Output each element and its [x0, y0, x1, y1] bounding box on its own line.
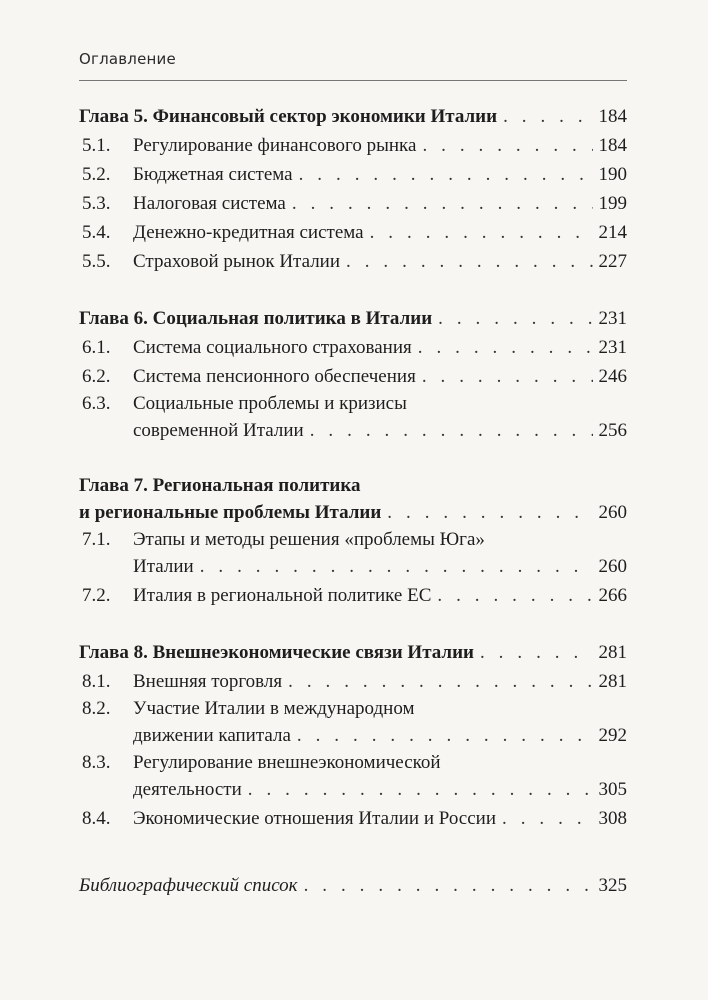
- chapter-heading: [79, 498, 627, 527]
- page-number: 231: [598, 308, 627, 329]
- section-title-line1: Социальные проблемы и кризисы: [133, 393, 407, 414]
- toc-entry-8-2[interactable]: [79, 696, 627, 750]
- leader-dots: [288, 667, 592, 696]
- chapter-gap: [79, 276, 627, 304]
- toc-entry-5-4[interactable]: [79, 218, 627, 247]
- leader-dots: [370, 218, 593, 247]
- section-title: Система пенсионного обеспечения: [133, 366, 416, 387]
- toc-entry-7-2[interactable]: [79, 581, 627, 610]
- leader-dots: [346, 247, 592, 276]
- toc-entry-6-1[interactable]: [79, 333, 627, 362]
- page-number: 292: [598, 725, 627, 746]
- bibliography-title: Библиографический список: [79, 875, 298, 896]
- page-number: 256: [598, 420, 627, 441]
- section-number: 5.5.: [82, 251, 111, 272]
- toc-entry-last-line: [79, 416, 627, 445]
- chapter-title-line1: Глава 7. Региональная политика: [79, 475, 361, 496]
- header-rule: [79, 80, 627, 81]
- chapter-title: Глава 6. Социальная политика в Италии: [79, 308, 433, 329]
- section-title: Бюджетная система: [133, 164, 293, 185]
- chapter-gap: [79, 445, 627, 473]
- section-number: 8.3.: [82, 752, 111, 773]
- section-number: 5.3.: [82, 193, 111, 214]
- chapter-heading[interactable]: [79, 638, 627, 667]
- toc-entry-5-3[interactable]: [79, 189, 627, 218]
- page-number: 214: [598, 222, 627, 243]
- page-number: 281: [598, 642, 627, 663]
- toc-entry-5-1[interactable]: [79, 131, 627, 160]
- section-title: деятельности: [133, 779, 242, 800]
- section-number: 6.1.: [82, 337, 111, 358]
- section-number: 8.2.: [82, 698, 111, 719]
- page-number: 260: [598, 502, 627, 523]
- chapter-title: Глава 5. Финансовый сектор экономики Италии: [79, 106, 498, 127]
- section-title: движении капитала: [133, 725, 291, 746]
- chapter-6: [79, 304, 627, 333]
- page-number: 246: [598, 366, 627, 387]
- leader-dots: [480, 638, 593, 667]
- leader-dots: [292, 189, 593, 218]
- leader-dots: [387, 498, 592, 527]
- page-number: 260: [598, 556, 627, 577]
- toc-entry-5-2[interactable]: [79, 160, 627, 189]
- section-title: Экономические отношения Италии и России: [133, 808, 497, 829]
- toc-entry-last-line: [79, 721, 627, 750]
- page-number: 231: [598, 337, 627, 358]
- section-number: 8.4.: [82, 808, 111, 829]
- toc-entry-first-line: [79, 527, 627, 552]
- table-of-contents: [79, 102, 627, 900]
- section-title-line1: Участие Италии в международном: [133, 698, 415, 719]
- chapter-gap: [79, 833, 627, 871]
- page-number: 325: [598, 875, 627, 896]
- leader-dots: [200, 552, 593, 581]
- section-title: Система социального страхования: [133, 337, 412, 358]
- toc-entry-last-line: [79, 552, 627, 581]
- section-number: 5.2.: [82, 164, 111, 185]
- leader-dots: [502, 804, 592, 833]
- page-number: 308: [598, 808, 627, 829]
- toc-entry-8-1[interactable]: [79, 667, 627, 696]
- leader-dots: [297, 721, 593, 750]
- leader-dots: [418, 333, 593, 362]
- chapter-5: [79, 102, 627, 131]
- page-number: 266: [598, 585, 627, 606]
- chapter-7[interactable]: [79, 473, 627, 527]
- section-title-line1: Регулирование внешнеэкономической: [133, 752, 441, 773]
- section-number: 7.2.: [82, 585, 111, 606]
- leader-dots: [304, 871, 593, 900]
- section-title: Италия в региональной политике ЕС: [133, 585, 432, 606]
- page-number: 227: [598, 251, 627, 272]
- running-head: Оглавление: [79, 50, 176, 68]
- section-title: Налоговая система: [133, 193, 286, 214]
- chapter-title: Глава 8. Внешнеэкономические связи Италии: [79, 642, 474, 663]
- toc-entry-6-2[interactable]: [79, 362, 627, 391]
- section-number: 6.3.: [82, 393, 111, 414]
- leader-dots: [248, 775, 593, 804]
- chapter-8: [79, 638, 627, 667]
- section-title: Регулирование финансового рынка: [133, 135, 417, 156]
- section-title: Внешняя торговля: [133, 671, 283, 692]
- toc-entry-7-1[interactable]: [79, 527, 627, 581]
- toc-entry-first-line: [79, 750, 627, 775]
- section-number: 5.4.: [82, 222, 111, 243]
- section-title-line1: Этапы и методы решения «проблемы Юга»: [133, 529, 485, 550]
- section-number: 7.1.: [82, 529, 111, 550]
- leader-dots: [437, 581, 592, 610]
- section-title: Денежно-кредитная система: [133, 222, 364, 243]
- section-number: 8.1.: [82, 671, 111, 692]
- toc-entry-bibliography[interactable]: [79, 871, 627, 900]
- leader-dots: [310, 416, 593, 445]
- page-number: 305: [598, 779, 627, 800]
- page-number: 190: [598, 164, 627, 185]
- toc-entry-first-line: [79, 696, 627, 721]
- leader-dots: [503, 102, 592, 131]
- chapter-gap: [79, 610, 627, 638]
- toc-entry-8-3[interactable]: [79, 750, 627, 804]
- toc-entry-last-line: [79, 775, 627, 804]
- section-title: современной Италии: [133, 420, 304, 441]
- chapter-heading[interactable]: [79, 102, 627, 131]
- chapter-heading[interactable]: [79, 304, 627, 333]
- leader-dots: [299, 160, 593, 189]
- leader-dots: [438, 304, 592, 333]
- page-number: 184: [598, 106, 627, 127]
- section-number: 5.1.: [82, 135, 111, 156]
- chapter-title: и региональные проблемы Италии: [79, 502, 382, 523]
- page-number: 184: [598, 135, 627, 156]
- page-number: 199: [598, 193, 627, 214]
- section-title: Страховой рынок Италии: [133, 251, 341, 272]
- leader-dots: [422, 362, 593, 391]
- section-title: Италии: [133, 556, 194, 577]
- toc-entry-first-line: [79, 391, 627, 416]
- leader-dots: [422, 131, 592, 160]
- toc-entry-5-5[interactable]: [79, 247, 627, 276]
- toc-entry-8-4[interactable]: [79, 804, 627, 833]
- section-number: 6.2.: [82, 366, 111, 387]
- toc-entry-6-3[interactable]: [79, 391, 627, 445]
- page-number: 281: [598, 671, 627, 692]
